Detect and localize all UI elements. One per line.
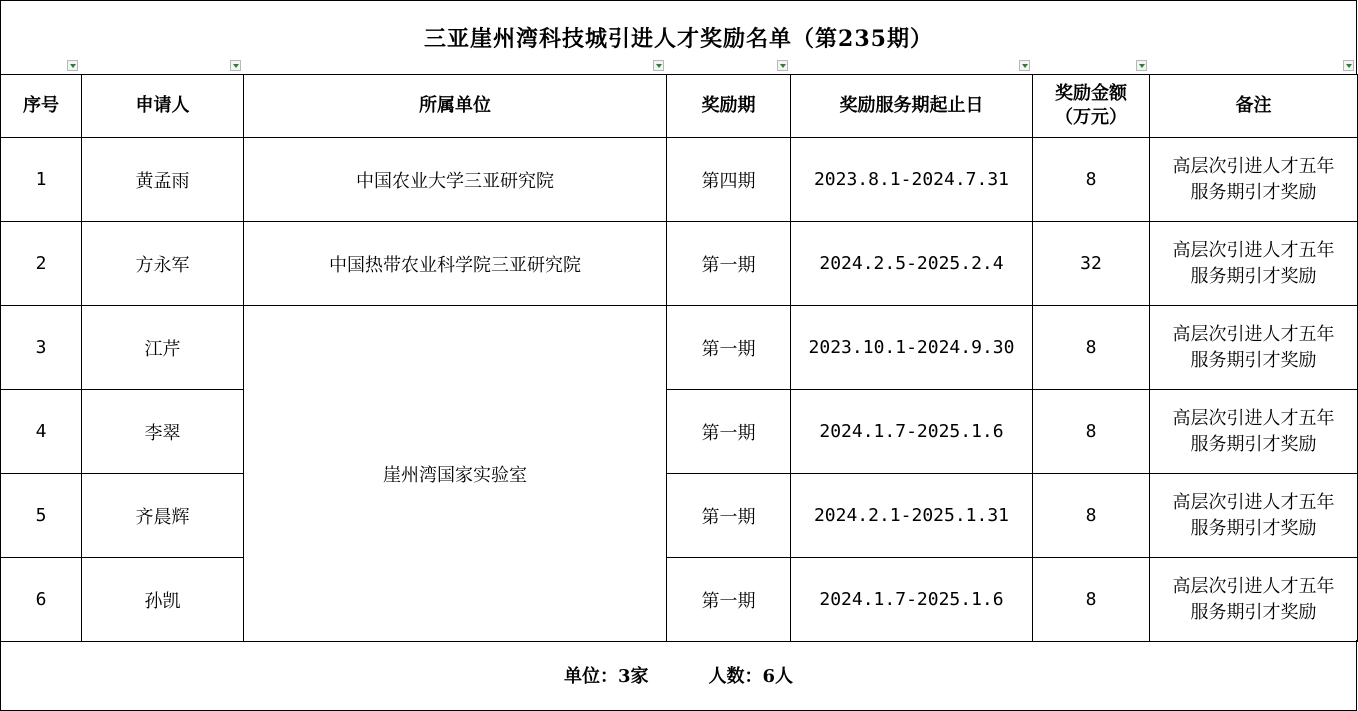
filter-dropdown-icon[interactable] (1136, 60, 1147, 71)
header-period[interactable]: 奖励期 (667, 75, 791, 138)
header-service[interactable]: 奖励服务期起止日 (791, 75, 1033, 138)
cell-period[interactable]: 第四期 (667, 138, 791, 222)
cell-name[interactable]: 李翠 (82, 390, 244, 474)
table-row (1, 474, 1358, 558)
filter-dropdown-icon[interactable] (653, 60, 664, 71)
header-amount[interactable] (1033, 75, 1150, 138)
people-summary: 人数：6人 (708, 666, 794, 687)
filter-dropdown-icon[interactable] (67, 60, 78, 71)
remark-line2: 服务期引才奖励 (1190, 349, 1317, 371)
remark-line1: 高层次引进人才五年 (1172, 323, 1335, 345)
cell-period[interactable]: 第一期 (667, 474, 791, 558)
cell-service[interactable]: 2023.10.1-2024.9.30 (791, 306, 1033, 390)
header-amount-line1: 奖励金额 (1055, 83, 1127, 104)
cell-unit[interactable]: 中国热带农业科学院三亚研究院 (244, 222, 667, 306)
cell-seq[interactable]: 4 (1, 390, 82, 474)
cell-remark[interactable] (1150, 306, 1358, 390)
remark-line1: 高层次引进人才五年 (1172, 239, 1335, 261)
table-row (1, 138, 1358, 222)
cell-service[interactable]: 2024.2.1-2025.1.31 (791, 474, 1033, 558)
units-summary: 单位：3家 (563, 666, 649, 687)
cell-amount[interactable]: 32 (1033, 222, 1150, 306)
cell-name[interactable]: 齐晨辉 (82, 474, 244, 558)
cell-seq[interactable]: 1 (1, 138, 82, 222)
cell-amount[interactable]: 8 (1033, 474, 1150, 558)
remark-line2: 服务期引才奖励 (1190, 433, 1317, 455)
filter-dropdown-icon[interactable] (1019, 60, 1030, 71)
cell-unit[interactable]: 中国农业大学三亚研究院 (244, 138, 667, 222)
cell-period[interactable]: 第一期 (667, 558, 791, 642)
header-remark[interactable]: 备注 (1150, 75, 1358, 138)
table-row (1, 306, 1358, 390)
remark-line1: 高层次引进人才五年 (1172, 155, 1335, 177)
cell-seq[interactable]: 5 (1, 474, 82, 558)
cell-name[interactable]: 孙凯 (82, 558, 244, 642)
cell-service[interactable]: 2024.1.7-2025.1.6 (791, 390, 1033, 474)
remark-line2: 服务期引才奖励 (1190, 517, 1317, 539)
cell-amount[interactable]: 8 (1033, 558, 1150, 642)
cell-remark[interactable] (1150, 222, 1358, 306)
cell-unit-merged[interactable]: 崖州湾国家实验室 (244, 306, 667, 642)
remark-line1: 高层次引进人才五年 (1172, 491, 1335, 513)
cell-amount[interactable]: 8 (1033, 306, 1150, 390)
cell-remark[interactable] (1150, 558, 1358, 642)
cell-amount[interactable]: 8 (1033, 138, 1150, 222)
header-amount-line2: （万元） (1055, 107, 1127, 128)
cell-name[interactable]: 黄孟雨 (82, 138, 244, 222)
cell-service[interactable]: 2023.8.1-2024.7.31 (791, 138, 1033, 222)
remark-line2: 服务期引才奖励 (1190, 601, 1317, 623)
table-row (1, 222, 1358, 306)
cell-remark[interactable] (1150, 474, 1358, 558)
cell-seq[interactable]: 3 (1, 306, 82, 390)
remark-line1: 高层次引进人才五年 (1172, 575, 1335, 597)
cell-seq[interactable]: 2 (1, 222, 82, 306)
cell-service[interactable]: 2024.1.7-2025.1.6 (791, 558, 1033, 642)
remark-line2: 服务期引才奖励 (1190, 181, 1317, 203)
cell-remark[interactable] (1150, 138, 1358, 222)
cell-remark[interactable] (1150, 390, 1358, 474)
cell-name[interactable]: 江芹 (82, 306, 244, 390)
cell-name[interactable]: 方永军 (82, 222, 244, 306)
remark-line1: 高层次引进人才五年 (1172, 407, 1335, 429)
remark-line2: 服务期引才奖励 (1190, 265, 1317, 287)
header-row (1, 75, 1358, 138)
cell-period[interactable]: 第一期 (667, 390, 791, 474)
cell-period[interactable]: 第一期 (667, 306, 791, 390)
filter-dropdown-icon[interactable] (777, 60, 788, 71)
table-row (1, 390, 1358, 474)
header-unit[interactable]: 所属单位 (244, 75, 667, 138)
table-row (1, 558, 1358, 642)
header-seq[interactable]: 序号 (1, 75, 82, 138)
cell-service[interactable]: 2024.2.5-2025.2.4 (791, 222, 1033, 306)
cell-period[interactable]: 第一期 (667, 222, 791, 306)
cell-seq[interactable]: 6 (1, 558, 82, 642)
filter-dropdown-icon[interactable] (1343, 60, 1354, 71)
award-table (0, 74, 1358, 642)
cell-amount[interactable]: 8 (1033, 390, 1150, 474)
summary-footer[interactable] (0, 640, 1357, 711)
page-title: 三亚崖州湾科技城引进人才奖励名单（第235期） (0, 0, 1357, 74)
filter-dropdown-icon[interactable] (230, 60, 241, 71)
header-applicant[interactable]: 申请人 (82, 75, 244, 138)
